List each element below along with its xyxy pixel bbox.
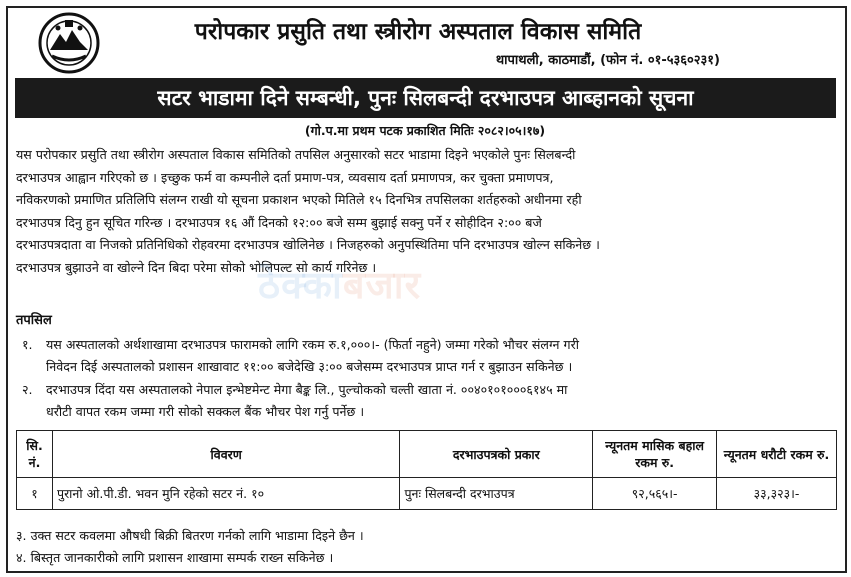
- watermark: [258, 258, 421, 310]
- column-header-description: विवरण: [52, 431, 399, 478]
- cell-serial: १: [17, 478, 53, 510]
- watermark-part: बजार: [342, 263, 422, 307]
- item-line: धरौटी वापत रकम जम्मा गरी सोको सक्कल बैंक भौचर पेश गर्नु पर्नेछ ।: [46, 403, 365, 419]
- cell-min-deposit: ३३,३२३।-: [717, 478, 837, 510]
- list-item: [16, 527, 364, 544]
- column-header-tender-type: दरभाउपत्रको प्रकार: [400, 431, 593, 478]
- government-emblem-icon: [38, 12, 100, 74]
- item-number: २.: [22, 382, 33, 397]
- item-number: ४.: [16, 550, 27, 565]
- tender-table: [16, 430, 837, 510]
- organization-name: परोपकार प्रसुति तथा स्त्रीरोग अस्पताल विकास समिति: [194, 19, 642, 45]
- table-row: [17, 478, 837, 510]
- item-number: १.: [22, 337, 33, 352]
- intro-line: दरभाउपत्रदाता वा निजको प्रतिनिधिको रोहवरमा दरभाउपत्र खोलिनेछ । निजहरुको अनुपस्थितिमा पनि दरभाउपत्र खोल्न सकिनेछ ।: [16, 237, 600, 253]
- intro-line: दरभाउपत्र दिनु हुन सूचित गरिन्छ । दरभाउपत्र १६ औं दिनको १२:०० बजे सम्म बुझाई सक्नु पर्ने र सोहीदिन २:०० बजे: [16, 214, 542, 230]
- cell-tender-type: पुनः सिलबन्दी दरभाउपत्र: [400, 478, 593, 510]
- item-line: दरभाउपत्र दिंदा यस अस्पतालको नेपाल इन्भेष्टमेन्ट मेगा बैङ्क लि., पुल्चोकको चल्ती खाता नं. ००४०१०१०००६१४५ मा: [46, 382, 568, 397]
- item-line: निवेदन दिई अस्पतालको प्रशासन शाखावाट ११:०० बजेदेखि ३:०० बजेसम्म दरभाउपत्र प्राप्त गर्न र बुझाउन सकिनेछ ।: [46, 358, 573, 374]
- item-text: बिस्तृत जानकारीको लागि प्रशासन शाखामा सम्पर्क राख्न सकिनेछ ।: [30, 550, 334, 565]
- cell-min-rent: ९२,५६५।-: [593, 478, 717, 510]
- item-line: यस अस्पतालको अर्थशाखामा दरभाउपत्र फारामको लागि रकम रु.१,०००।- (फिर्ता नहुने) जम्मा गरेको भौचर संलग्न गरी: [46, 337, 579, 352]
- intro-line: यस परोपकार प्रसुति तथा स्त्रीरोग अस्पताल विकास समितिको तपसिल अनुसारको सटर भाडामा दिइने भएकोले पुनः सिलबन्दी: [16, 147, 576, 162]
- column-header-serial: सि. नं.: [17, 431, 53, 478]
- table-header-row: [17, 431, 837, 478]
- list-item: [16, 549, 333, 566]
- watermark-part: ठेक्का: [258, 263, 343, 307]
- organization-address: थापाथली, काठमाडौं, (फोन नं. ०१-५३६०२३१): [495, 53, 720, 68]
- column-header-min-deposit: न्यूनतम धरौटी रकम रु.: [717, 431, 837, 478]
- intro-paragraph: [16, 144, 836, 280]
- publication-date: (गो.प.मा प्रथम पटक प्रकाशित मितिः २०८२।०५।१७): [304, 123, 546, 138]
- intro-line: दरभाउपत्र बुझाउने वा खोल्ने दिन बिदा परेमा सोको भोलिपल्ट सो कार्य गरिनेछ ।: [16, 259, 377, 275]
- item-text: उक्त सटर कवलमा औषधी बिक्री बितरण गर्नको लागि भाडामा दिइने छैन ।: [30, 528, 364, 543]
- notice-title-banner: सटर भाडामा दिने सम्बन्धी, पुनः सिलबन्दी दरभाउपत्र आब्हानको सूचना: [15, 78, 836, 118]
- intro-line: दरभाउपत्र आह्वान गरिएको छ । इच्छुक फर्म वा कम्पनीले दर्ता प्रमाण-पत्र, व्यवसाय दर्ता प्रमाणपत्र, कर चुक्ता प्रमाणपत्र,: [16, 169, 554, 185]
- intro-line: नविकरणको प्रमाणित प्रतिलिपि संलग्न राखी यो सूचना प्रकाशन भएको मितिले १५ दिनभित्र तपसिलका शर्तहरुको अधीनमा रही: [16, 192, 582, 208]
- cell-description: पुरानो ओ.पी.डी. भवन मुनि रहेको सटर नं. १०: [52, 478, 399, 510]
- item-number: ३.: [16, 528, 27, 543]
- column-header-min-rent: न्यूनतम मासिक बहाल रकम रु.: [593, 431, 717, 478]
- section-heading: तपसिल: [16, 313, 52, 328]
